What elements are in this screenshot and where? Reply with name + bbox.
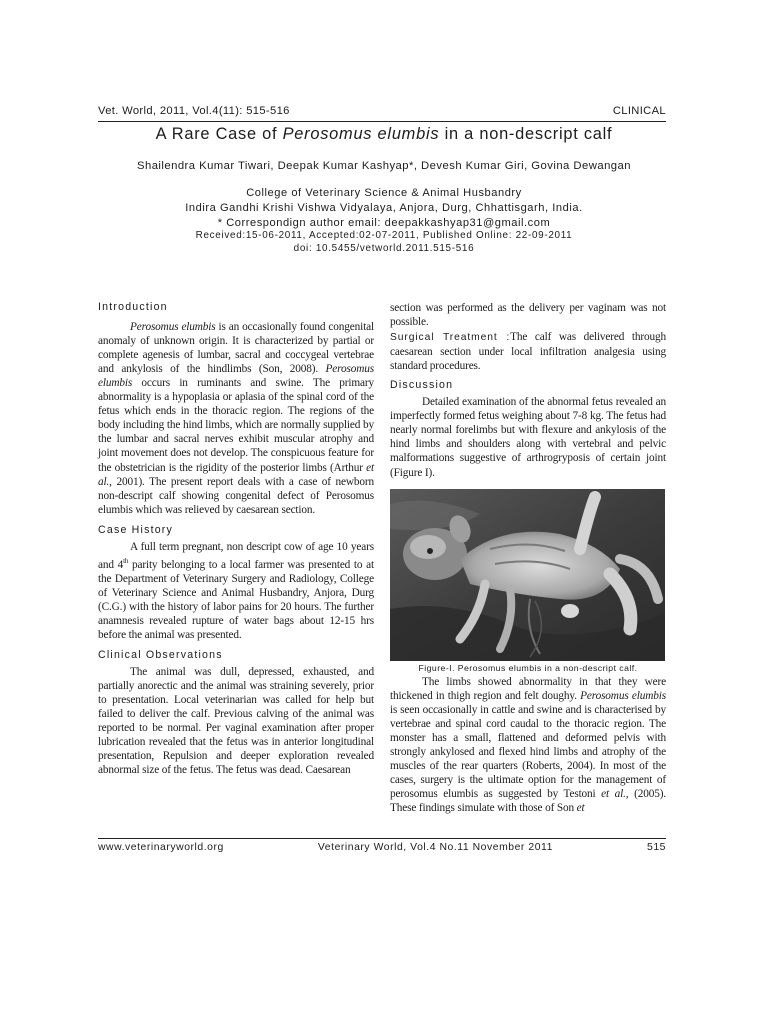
title-prefix: A Rare Case of (155, 125, 283, 143)
calf-figure-illustration (390, 489, 665, 661)
para2-text-1: The limbs showed abnormality in that they were thickened in thigh region and felt doughy. (390, 675, 666, 702)
discussion-paragraph-2 (390, 675, 666, 815)
intro-text-2: occurs in ruminants and swine. The primary abnormality is a hypoplasia or aplasia of the spinal cord of the fetus which ends in the thoracic region. The regions of the body including the hind limbs, which are normally supplied by the lumbar and sacral nerves exhibit muscular atrophy and joint movement does not develop. The conspicuous feature for the obstetrician is the rigidity of the posterior limbs (Arthur (98, 377, 374, 474)
page-number: 515 (646, 842, 666, 853)
discussion-heading: Discussion (390, 379, 454, 392)
website-link[interactable]: www.veterinaryworld.org (98, 842, 224, 853)
title-italic: Perosomus elumbis (282, 125, 440, 143)
para2-italic-1: Perosomus elumbis (580, 689, 666, 702)
article-title (0, 125, 768, 144)
surgical-treatment-text: The calf was delivered through caesarean section under local infiltration analgesia using standard procedures. (390, 331, 667, 373)
affiliation-university: Indira Gandhi Krishi Vishwa Vidyalaya, Anjora, Durg, Chhattisgarh, India. (185, 201, 583, 214)
surgical-treatment-heading: Surgical Treatment : (390, 332, 511, 344)
footer-rule (98, 838, 666, 839)
left-column (98, 300, 374, 777)
discussion-paragraph: Detailed examination of the abnormal fetus revealed an imperfectly formed fetus weighing about 7-8 kg. The fetus had nearly normal forelimbs but with flexure and ankylosis of the hind limbs and shoulders along with vertebral and pelvic malformations suggestive of arthrogryposis of certain joint (Figure I). (390, 396, 666, 479)
title-suffix: in a non-descript calf (439, 125, 613, 143)
case-text-2: parity belonging to a local farmer was presented to at the Department of Veterinary Surgery and Radiology, College of Veterinary Science and Animal Husbandry, Anjora, Durg (C.G.) with the history of labor pains for 20 hours. The further anamnesis revealed rupture of water bags about 12-15 hrs before the animal was presented. (98, 558, 374, 641)
figure-caption: Figure-I. Perosomus elumbis in a non-descript calf. (418, 662, 638, 673)
case-superscript: th (123, 556, 129, 565)
author-list: Shailendra Kumar Tiwari, Deepak Kumar Kashyap*, Devesh Kumar Giri, Govina Dewangan (136, 160, 631, 172)
footer-journal: Veterinary World, Vol.4 No.11 November 2011 (317, 842, 553, 853)
intro-etal: et al., (98, 461, 374, 488)
calf-photograph (390, 489, 665, 661)
case-history-paragraph (98, 540, 374, 642)
right-column (390, 301, 666, 815)
affiliation-block (0, 186, 768, 255)
corresponding-author: * Correspondign author email: deepakkashyap31@gmail.com (217, 216, 551, 229)
para2-italic-2: et al., (601, 787, 629, 800)
page-footer (98, 842, 666, 853)
introduction-heading: Introduction (98, 301, 168, 313)
intro-italic-term: Perosomus elumbis (130, 321, 216, 334)
running-header (98, 105, 666, 117)
clinical-observations-paragraph: The animal was dull, depressed, exhausted, and partially anorectic and the animal was straining severely, prior to presentation. Local veterinarian was called for help but failed to deliver the calf. Previous calving of the animal was reported to be normal. Per vaginal examination after proper lubrication revealed that the fetus was in anterior longitudinal presentation, Repulsion and deeper exploration revealed abnormal size of the fetus. The fetus was dead. Caesarean (98, 665, 374, 777)
intro-text-1: is an occasionally found congenital anomaly of unknown origin. It is characterized by partial or complete agenesis of lumbar, sacral and coccygeal vertebrae and ankylosis of the hindlimbs (Son, 2008). (98, 321, 374, 376)
case-text-1: A full term pregnant, non descript cow of age 10 years and 4 (98, 540, 374, 571)
surgical-treatment-paragraph (390, 330, 666, 373)
article-dates: Received:15-06-2011, Accepted:02-07-2011, Published Online: 22-09-2011 (195, 230, 573, 242)
case-history-heading: Case History (98, 523, 174, 536)
intro-italic-term-2: Perosomus elumbis (98, 363, 374, 390)
para2-italic-3: et (576, 802, 585, 815)
journal-citation: Vet. World, 2011, Vol.4(11): 515-516 (98, 105, 290, 117)
para2-text-2: is seen occasionally in cattle and swine and is characterised by vertebrae and spinal cord caudal to the thoracic region. The monster has a small, flattened and deformed pelvis with strongly ankylosed and flexed hind limbs and atrophy of the muscles of the rear quarters (Roberts, 2004). In most of the cases, surgery is the ultimate option for the management of perosomus elumbis as suggested by Testoni (390, 703, 666, 800)
header-rule (98, 121, 666, 122)
intro-text-3: 2001). The present report deals with a case of newborn non-descript calf showing congenital defect of Perosomus elumbis which was relieved by caesarean section. (98, 475, 374, 516)
affiliation-college: College of Veterinary Science & Animal Husbandry (246, 187, 522, 199)
continuation-paragraph: section was performed as the delivery per vaginam was not possible. (390, 302, 666, 329)
clinical-observations-heading: Clinical Observations (98, 648, 223, 661)
article-doi: doi: 10.5455/vetworld.2011.515-516 (293, 242, 475, 254)
introduction-paragraph (98, 320, 374, 517)
article-category: CLINICAL (612, 105, 666, 117)
para2-text-3: (2005). These findings simulate with those of Son (390, 787, 666, 815)
